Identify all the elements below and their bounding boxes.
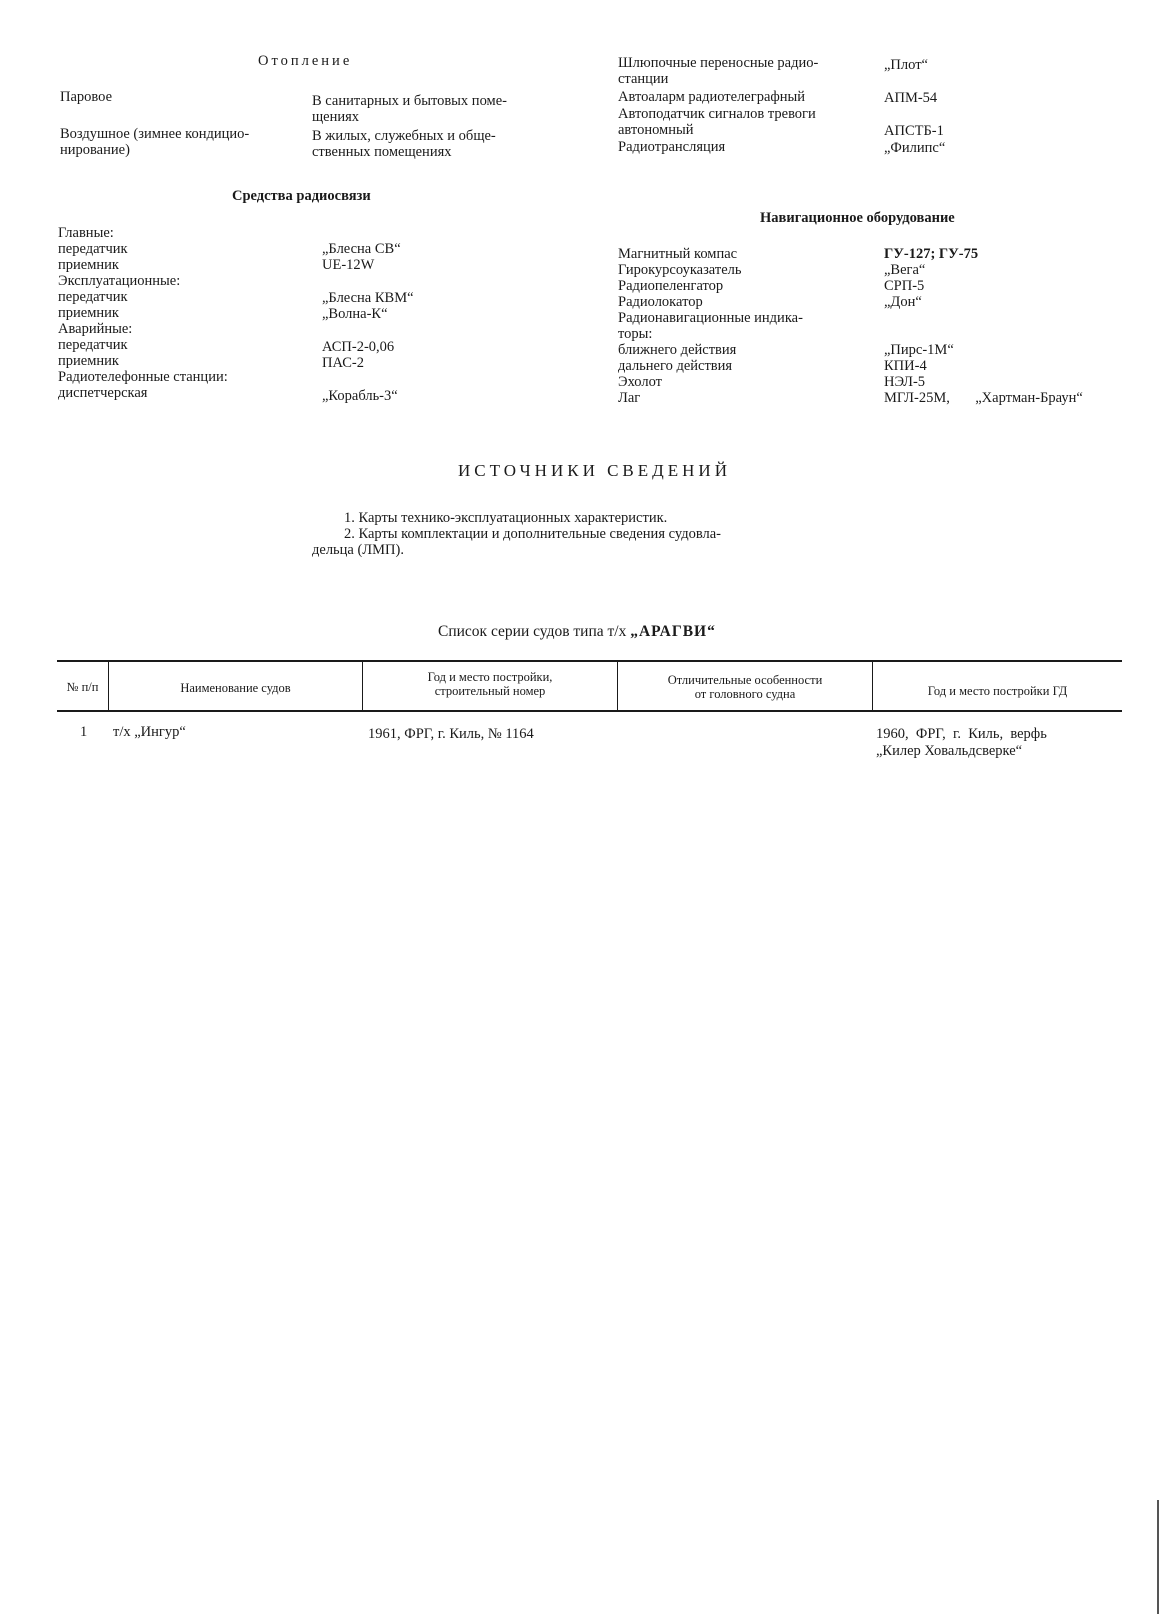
radio-value: „Корабль-3“ xyxy=(322,388,398,404)
row-gd-line-2: „Килер Ховальдсверке“ xyxy=(876,743,1023,759)
nav-value: СРП-5 xyxy=(884,278,925,294)
series-title xyxy=(438,624,716,640)
nav-value: НЭЛ-5 xyxy=(884,374,926,390)
heating-label-air: Воздушное (зимнее кондицио- нирование) xyxy=(60,126,250,158)
heating-value-steam: В санитарных и бытовых поме- щениях xyxy=(312,93,507,125)
radio-extra-value-1: АПМ-54 xyxy=(884,90,938,106)
column-header-gd: Год и место постройки ГД xyxy=(927,684,1068,698)
sources-item-2-line-2: дельца (ЛМП). xyxy=(312,542,404,558)
radio-label: Радиотелефонные станции: xyxy=(58,369,228,385)
nav-label: Радиолокатор xyxy=(618,294,703,310)
radio-value: „Блесна КВМ“ xyxy=(322,290,414,306)
column-header-diff: Отличительные особенности от головного судна xyxy=(667,673,823,701)
nav-label: дальнего действия xyxy=(618,358,733,374)
radio-value: „Блесна СВ“ xyxy=(322,241,401,257)
nav-label: Лаг xyxy=(618,390,641,406)
radio-label: приемник xyxy=(58,353,119,369)
nav-label: Радиопеленгатор xyxy=(618,278,724,294)
nav-label: Эхолот xyxy=(618,374,662,390)
radio-value: „Волна-К“ xyxy=(322,306,388,322)
nav-value: ГУ-127; ГУ-75 xyxy=(884,246,979,262)
nav-value: „Пирс-1М“ xyxy=(884,342,954,358)
radio-value: UE-12W xyxy=(322,257,375,273)
nav-label: Гирокурсоуказатель xyxy=(618,262,742,278)
table-top-rule xyxy=(57,660,1122,662)
nav-value: КПИ-4 xyxy=(884,358,927,374)
heating-value-air: В жилых, служебных и обще- ственных помещениях xyxy=(312,128,496,160)
sources-title: ИСТОЧНИКИ СВЕДЕНИЙ xyxy=(458,461,731,480)
row-gd-line-1: 1960, ФРГ, г. Киль, верфь xyxy=(876,726,1047,742)
series-title-prefix: Список серии судов типа т/х xyxy=(438,623,631,640)
column-header-name: Наименование судов xyxy=(180,681,291,695)
radio-value: АСП-2-0,06 xyxy=(322,339,395,355)
radio-label: передатчик xyxy=(58,337,128,353)
radio-label: Главные: xyxy=(58,225,114,241)
sources-item-2-line-1: 2. Карты комплектации и дополнительные сведения судовла- xyxy=(344,526,721,542)
row-year: 1961, ФРГ, г. Киль, № 1164 xyxy=(368,726,534,742)
sources-item-1: 1. Карты технико-эксплуатационных характеристик. xyxy=(344,510,668,526)
column-header-num: № п/п xyxy=(66,680,99,694)
radio-extra-value-2: АПСТБ-1 xyxy=(884,123,944,139)
heating-label-steam: Паровое xyxy=(60,89,113,105)
row-num: 1 xyxy=(80,724,88,740)
nav-label: Магнитный компас xyxy=(618,246,738,262)
heating-title: Отопление xyxy=(258,53,353,69)
radio-label: диспетчерская xyxy=(58,385,148,401)
radio-values xyxy=(322,241,414,404)
row-name: т/х „Ингур“ xyxy=(113,724,186,740)
column-header-year: Год и место постройки, строительный номер xyxy=(427,670,553,698)
radio-extra-label-0: Шлюпочные переносные радио- станции xyxy=(618,55,819,87)
table-header-rule xyxy=(57,710,1122,712)
radio-extra-value-3: „Филипс“ xyxy=(884,140,946,156)
radio-label: передатчик xyxy=(58,289,128,305)
radio-extra-label-3: Радиотрансляция xyxy=(618,139,726,155)
scan-edge-line xyxy=(1157,1500,1159,1614)
radio-extra-label-1: Автоаларм радиотелеграфный xyxy=(618,89,806,105)
radio-extra-label-2: Автоподатчик сигналов тревоги автономный xyxy=(618,106,816,138)
nav-labels xyxy=(618,246,803,406)
radio-labels xyxy=(58,225,228,401)
nav-value: „Дон“ xyxy=(884,294,922,310)
radio-label: передатчик xyxy=(58,241,128,257)
table-row xyxy=(0,724,1160,764)
nav-values xyxy=(884,246,1083,406)
nav-value: „Вега“ xyxy=(884,262,926,278)
radio-label: приемник xyxy=(58,257,119,273)
series-title-name: „АРАГВИ“ xyxy=(630,623,716,640)
navigation-title: Навигационное оборудование xyxy=(760,210,955,226)
radio-label: приемник xyxy=(58,305,119,321)
radio-value: ПАС-2 xyxy=(322,355,364,371)
radio-title: Средства радиосвязи xyxy=(232,188,371,204)
radio-extra-value-0: „Плот“ xyxy=(884,57,928,73)
radio-label: Аварийные: xyxy=(58,321,133,337)
nav-label: Радионавигационные индика- торы: xyxy=(618,310,803,342)
nav-label: ближнего действия xyxy=(618,342,737,358)
radio-label: Эксплуатационные: xyxy=(58,273,181,289)
nav-value: МГЛ-25М, „Хартман-Браун“ xyxy=(884,390,1083,406)
